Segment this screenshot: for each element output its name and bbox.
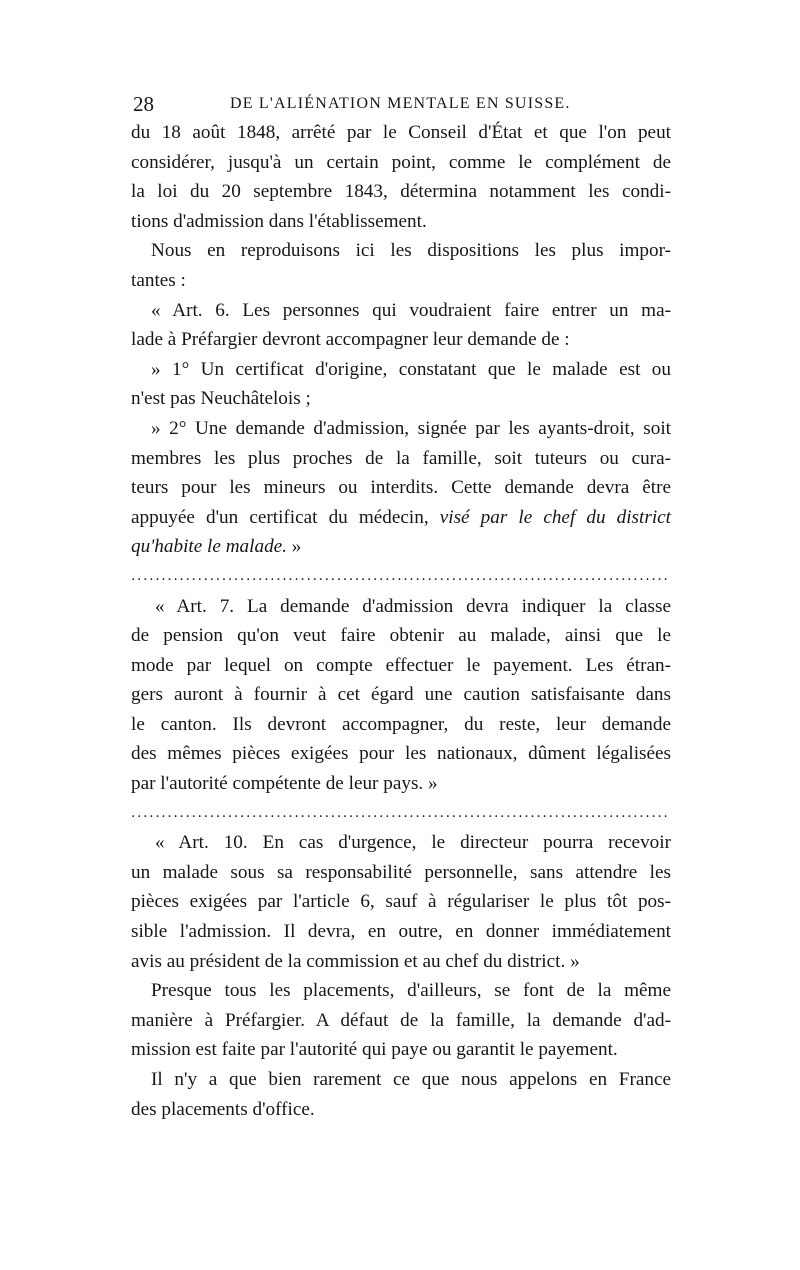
italic-fragment: qu'habite le malade. [131,536,287,558]
page-number: 28 [133,92,154,116]
italic-fragment: visé par le chef du district [439,506,671,528]
ellipsis-divider: ......................................................................................... [131,567,670,584]
text-line: la loi du 20 septembre 1843, détermina notamment les condi- [131,181,671,203]
text-line: mode par lequel on compte effectuer le payement. Les étran- [131,654,671,676]
text-line: tions d'admission dans l'établissement. [131,210,427,232]
text-fragment: appuyée d'un certificat du médecin, [131,506,440,528]
ellipsis-divider: ......................................................................................... [131,804,670,821]
text-line: Nous en reproduisons ici les dispositions les plus impor- [151,240,671,262]
text-line: » 2° Une demande d'admission, signée par les ayants-droit, soit [151,417,671,439]
text-line: de pension qu'on veut faire obtenir au malade, ainsi que le [131,625,671,647]
text-line: n'est pas Neuchâtelois ; [131,388,311,410]
text-line: du 18 août 1848, arrêté par le Conseil d'État et que l'on peut [131,122,671,143]
text-line: des placements d'office. [131,1098,315,1120]
text-line: par l'autorité compétente de leur pays. » [131,773,438,795]
text-line: manière à Préfargier. A défaut de la famille, la demande d'ad- [131,1009,671,1031]
text-line: des mêmes pièces exigées pour les nationaux, dûment légalisées [131,743,671,765]
text-line [131,532,671,562]
running-head: DE L'ALIÉNATION MENTALE EN SUISSE. [230,95,571,112]
text-line: mission est faite par l'autorité qui paye ou garantit le payement. [131,1039,618,1061]
page-header [133,92,673,120]
text-line: le canton. Ils devront accompagner, du reste, leur demande [131,713,671,735]
text-line: membres les plus proches de la famille, soit tuteurs ou cura- [131,447,671,469]
text-line: avis au président de la commission et au chef du district. » [131,950,580,972]
text-line: un malade sous sa responsabilité personnelle, sans attendre les [131,861,671,883]
text-line: Il n'y a que bien rarement ce que nous appelons en France [151,1069,671,1090]
text-line: pièces exigées par l'article 6, sauf à régulariser le plus tôt pos- [131,891,671,913]
text-fragment: » [286,536,302,558]
text-line: tantes : [131,269,186,291]
text-line: considérer, jusqu'à un certain point, comme le complément de [131,151,671,173]
text-line: teurs pour les mineurs ou interdits. Cette demande devra être [131,477,671,499]
text-line: lade à Préfargier devront accompagner leur demande de : [131,329,570,351]
text-line: gers auront à fournir à cet égard une caution satisfaisante dans [131,684,671,706]
text-line: « Art. 10. En cas d'urgence, le directeur pourra recevoir [155,832,671,854]
text-line [131,503,671,533]
text-line: Presque tous les placements, d'ailleurs, se font de la même [151,980,671,1002]
text-line: « Art. 6. Les personnes qui voudraient faire entrer un ma- [151,299,671,321]
text-line: sible l'admission. Il devra, en outre, en donner immédiatement [131,921,671,943]
text-line: « Art. 7. La demande d'admission devra indiquer la classe [155,595,671,617]
text-line: » 1° Un certificat d'origine, constatant que le malade est ou [151,358,671,380]
body-text [131,118,671,1124]
